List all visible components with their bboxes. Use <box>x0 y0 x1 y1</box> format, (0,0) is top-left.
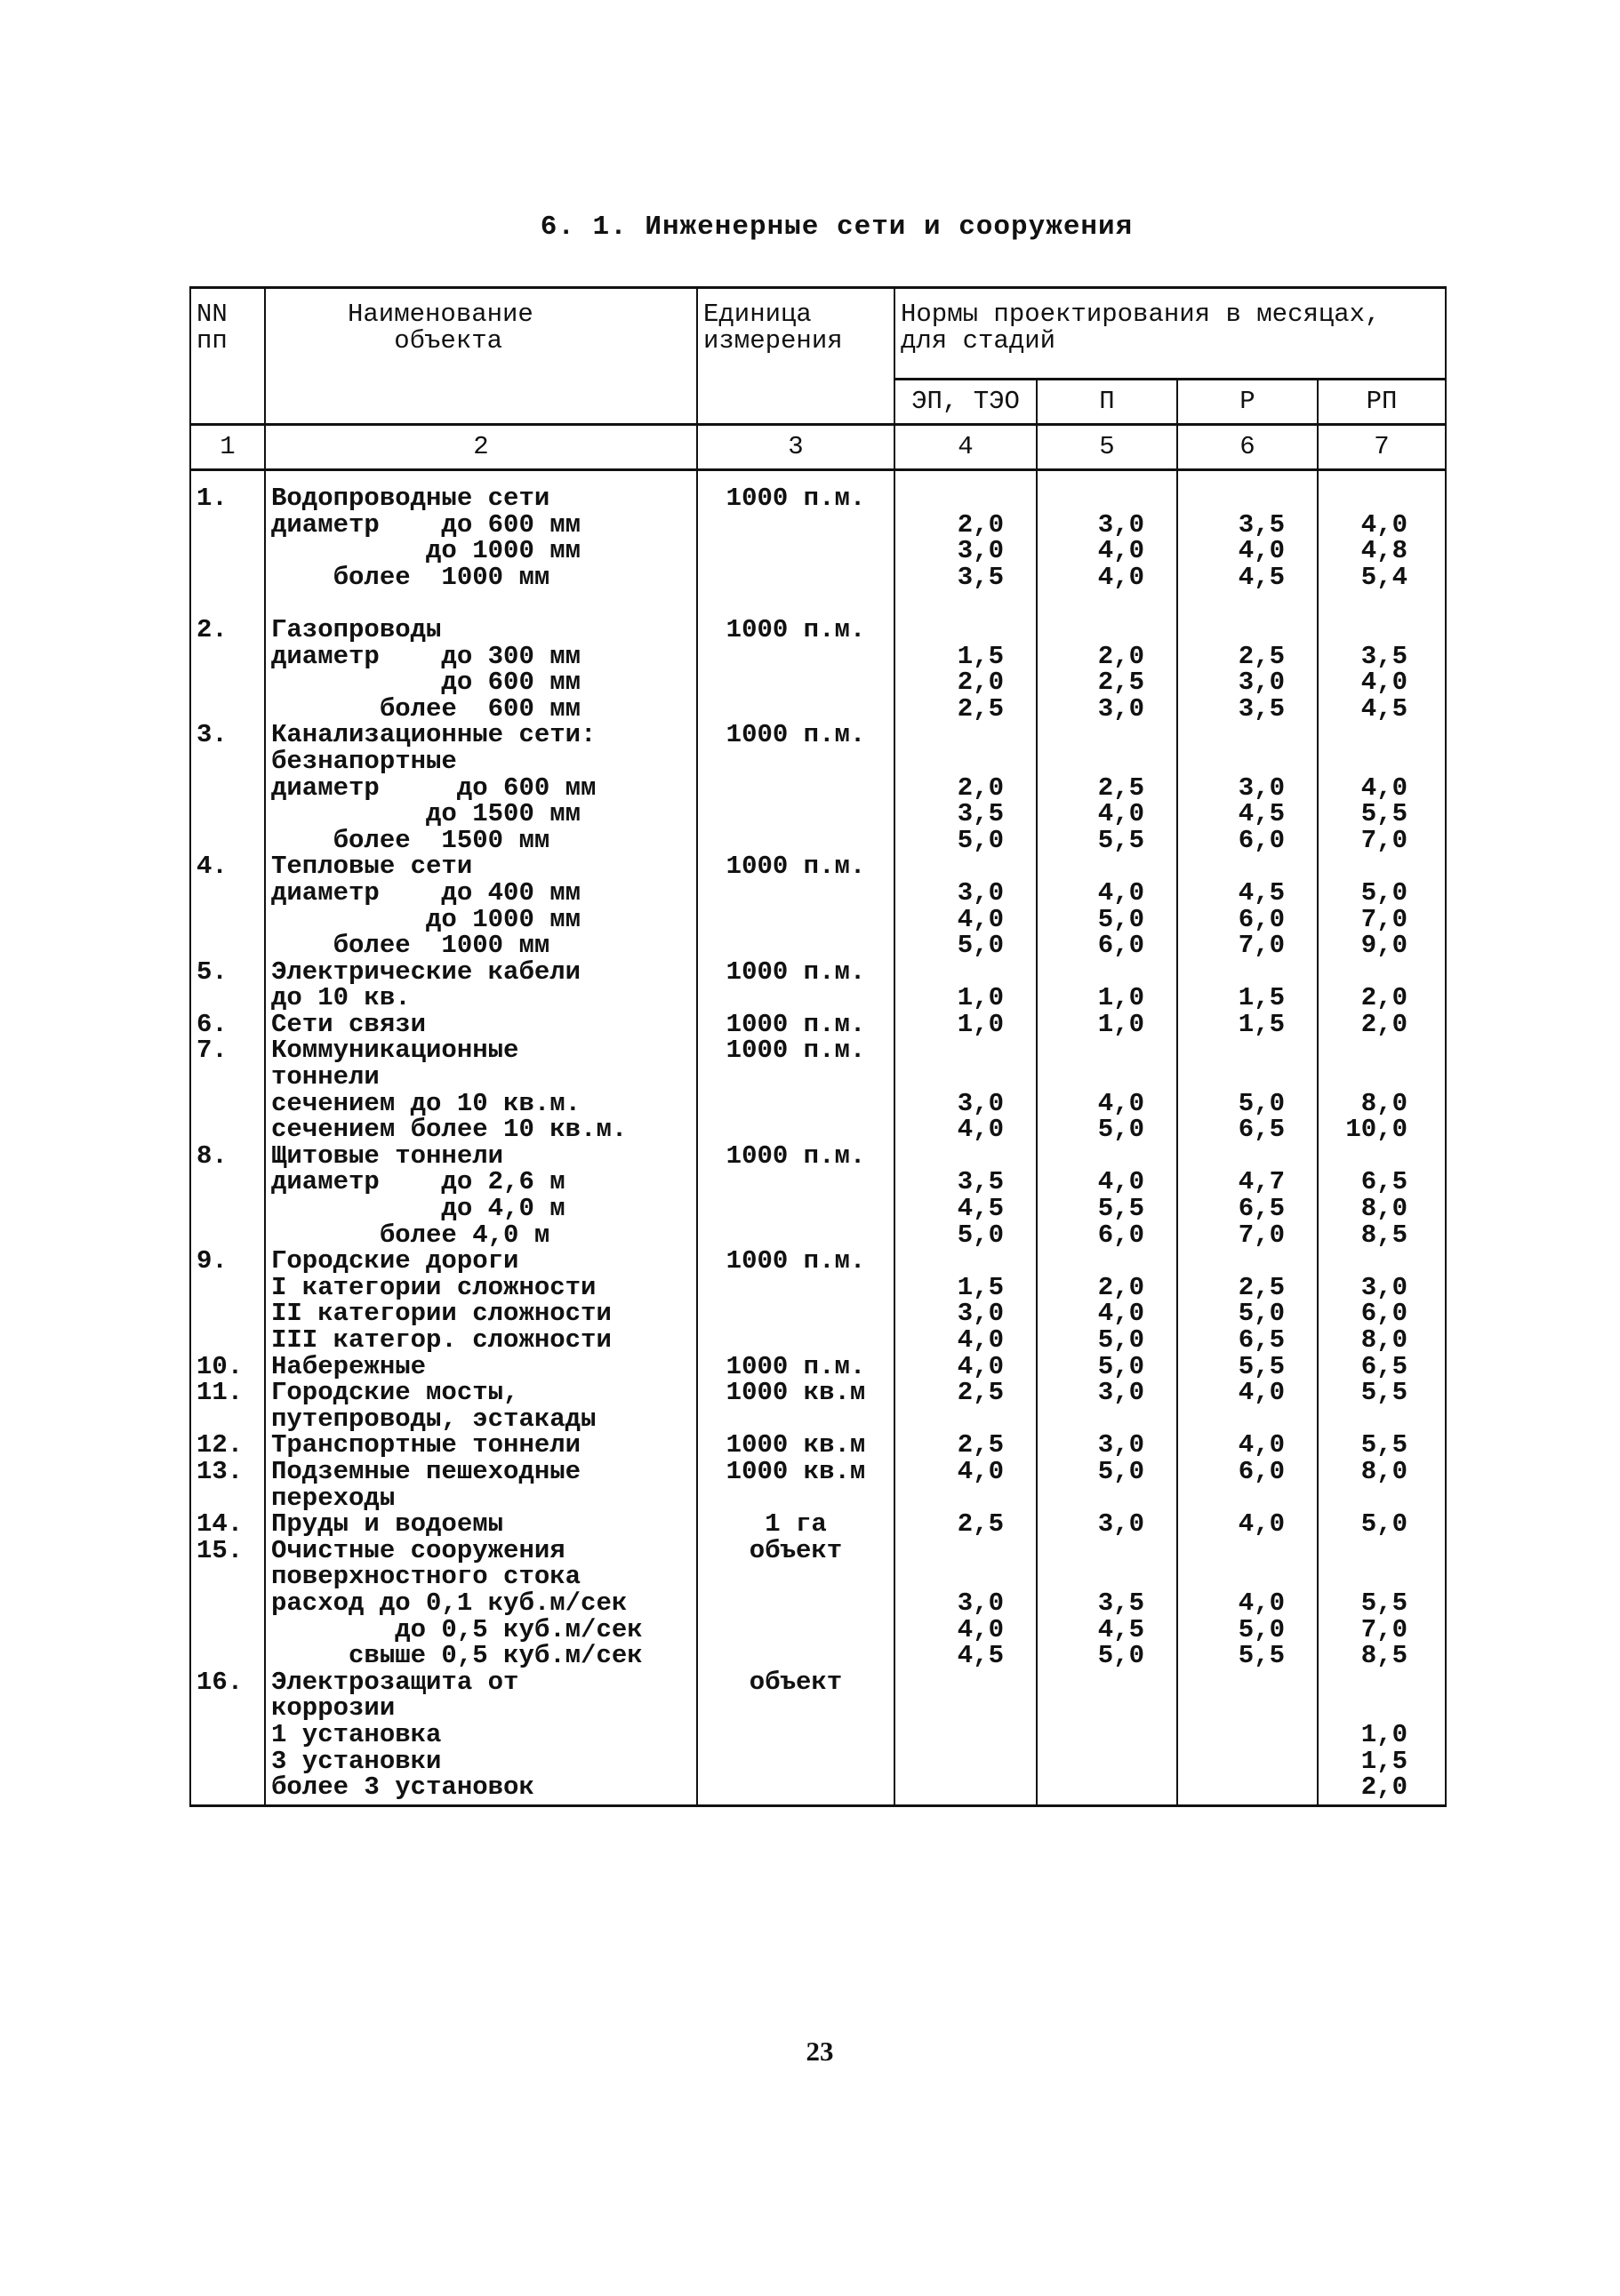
stage-ep-teo: ЭП, ТЭО <box>894 380 1037 425</box>
design-norms-table <box>189 286 1447 1807</box>
header-object-name: Наименование объекта <box>265 288 697 425</box>
column-numbers-row <box>190 425 1446 470</box>
norms-rp-cell: 4,0 4,8 5,4 3,5 4,0 4,5 4,0 5,5 7,0 5,0 7,0 9,0 2,0 2,0 8,0 10,0 6,5 8,0 8,5 3,0 6,0 8,0 6,5 5,5 5,5 8,0 5,0 5,5 7,0 8,5 1,0 1,5 2,0 <box>1318 470 1446 1806</box>
col-number-1: 1 <box>190 425 265 470</box>
header-row <box>190 288 1446 380</box>
header-unit-empty <box>697 380 894 425</box>
table-body-row <box>190 470 1446 1806</box>
norms-r-cell: 3,5 4,0 4,5 2,5 3,0 3,5 3,0 4,5 6,0 4,5 6,0 7,0 1,5 1,5 5,0 6,5 4,7 6,5 7,0 2,5 5,0 6,5 5,5 4,0 4,0 6,0 4,0 4,0 5,0 5,5 <box>1177 470 1318 1806</box>
col-number-3: 3 <box>697 425 894 470</box>
units-cell: 1000 п.м. 1000 п.м. 1000 п.м. 1000 п.м. 1000 п.м. 1000 п.м. 1000 п.м. 1000 п.м. 1000 п.м. 1000 п.м. 1000 кв.м 1000 кв.м 1000 кв.м 1 га объект объект <box>697 470 894 1806</box>
page-number: 23 <box>806 2036 834 2067</box>
page-title: 6. 1. Инженерные сети и сооружения <box>540 212 1134 243</box>
header-nn: NN пп <box>190 288 265 425</box>
stage-rp: РП <box>1318 380 1446 425</box>
col-number-2: 2 <box>265 425 697 470</box>
stage-r: Р <box>1177 380 1318 425</box>
col-number-5: 5 <box>1037 425 1177 470</box>
col-number-6: 6 <box>1177 425 1318 470</box>
header-norms: Нормы проектирования в месяцах, для стадий <box>894 288 1446 380</box>
norms-ep-teo-cell: 2,0 3,0 3,5 1,5 2,0 2,5 2,0 3,5 5,0 3,0 4,0 5,0 1,0 1,0 3,0 4,0 3,5 4,5 5,0 1,5 3,0 4,0 4,0 2,5 2,5 4,0 2,5 3,0 4,0 4,5 <box>894 470 1037 1806</box>
col-number-4: 4 <box>894 425 1037 470</box>
object-names-cell: Водопроводные сети диаметр до 600 мм до 1000 мм более 1000 мм Газопроводы диаметр до 300 мм до 600 мм более 600 мм Канализационные сети: безнапортные диаметр до 600 мм до 1500 мм более 1500 мм Тепловые сети диаметр до 400 мм до 1000 мм более 1000 мм Электрические кабели до 10 кв. Сети связи Коммуникационные тоннели сечением до 10 кв.м. сечением более 10 кв.м. Щитовые тоннели диаметр до 2,6 м до 4,0 м более 4,0 м Городские дороги I категории сложности II категории сложности III категор. сложности Набережные Городские мосты, путепроводы, эстакады Транспортные тоннели Подземные пешеходные переходы Пруды и водоемы Очистные сооружения поверхностного стока расход до 0,1 куб.м/сек до 0,5 куб.м/сек свыше 0,5 куб.м/сек Электрозащита от коррозии 1 установка 3 установки более 3 установок <box>265 470 697 1806</box>
item-numbers-cell: 1. 2. 3. 4. 5. 6. 7. 8. 9. 10. 11. 12. 13. 14. 15. 16. <box>190 470 265 1806</box>
stage-p: П <box>1037 380 1177 425</box>
header-unit: Единица измерения <box>697 288 894 380</box>
col-number-7: 7 <box>1318 425 1446 470</box>
norms-p-cell: 3,0 4,0 4,0 2,0 2,5 3,0 2,5 4,0 5,5 4,0 5,0 6,0 1,0 1,0 4,0 5,0 4,0 5,5 6,0 2,0 4,0 5,0 5,0 3,0 3,0 5,0 3,0 3,5 4,5 5,0 <box>1037 470 1177 1806</box>
